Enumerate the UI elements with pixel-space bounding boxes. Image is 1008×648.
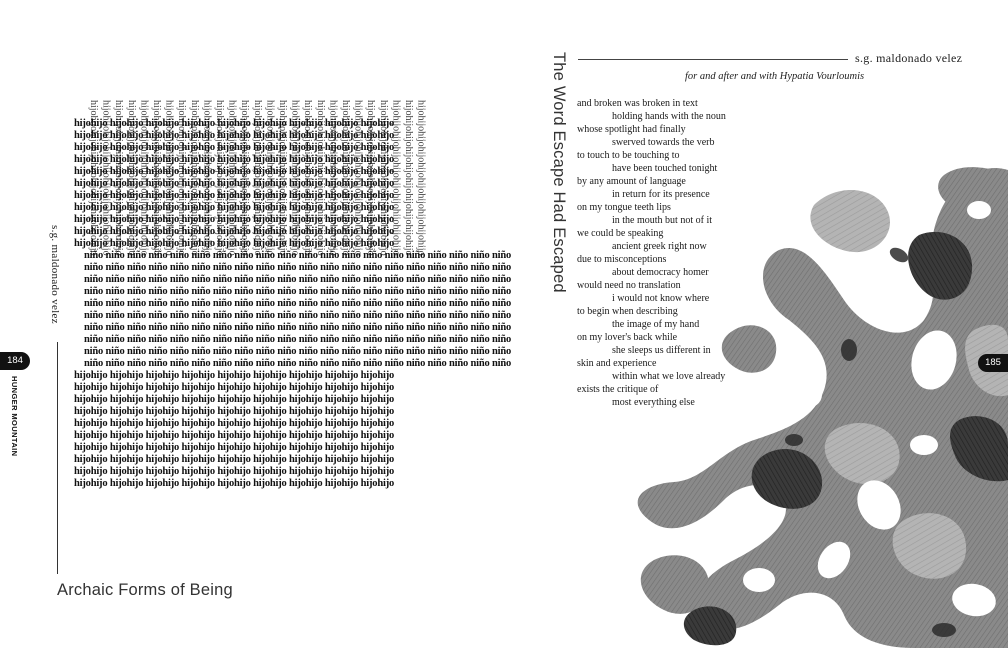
poem-line: and broken was broken in text [577,98,698,109]
concrete-column: hijohijohijohijohijohijohijohijohijohijo [352,100,364,256]
concrete-poem [74,100,512,489]
concrete-column: hijohijohijohijohijohijohijohijohijohijo [251,100,263,256]
poem-line: most everything else [612,397,695,408]
poem-line: due to misconceptions [577,254,667,265]
concrete-row-hijo: hijohijo hijohijo hijohijo hijohijo hijohijo hijohijo hijohijo hijohijo hijohijo [74,154,395,165]
concrete-column: hijohijohijohijohijohijohijohijohijohijo [125,100,137,256]
concrete-column: hijohijohijohijohijohijohijohijohijohijo [113,100,125,256]
concrete-row-nino: niño niño niño niño niño niño niño niño niño niño niño niño niño niño niño niño niño niño niño niño [84,346,512,357]
left-page-number: 184 [0,352,30,370]
concrete-row-nino: niño niño niño niño niño niño niño niño niño niño niño niño niño niño niño niño niño niño niño niño [84,358,512,369]
poem-line: on my tongue teeth lips [577,202,671,213]
concrete-column: hijohijohijohijohijohijohijohijohijohijo [340,100,351,256]
left-poem-title: Archaic Forms of Being [57,581,233,599]
concrete-row-nino: niño niño niño niño niño niño niño niño niño niño niño niño niño niño niño niño niño niño niño niño [84,298,512,309]
concrete-row-hijo: hijohijo hijohijo hijohijo hijohijo hijohijo hijohijo hijohijo hijohijo hijohijo [74,442,395,453]
concrete-row-nino: niño niño niño niño niño niño niño niño niño niño niño niño niño niño niño niño niño niño niño niño [84,262,512,273]
concrete-row-hijo: hijohijo hijohijo hijohijo hijohijo hijohijo hijohijo hijohijo hijohijo hijohijo [74,454,395,465]
concrete-row-hijo: hijohijo hijohijo hijohijo hijohijo hijohijo hijohijo hijohijo hijohijo hijohijo [74,142,395,153]
concrete-row-nino: niño niño niño niño niño niño niño niño niño niño niño niño niño niño niño niño niño niño niño niño [84,286,512,297]
concrete-poem-rows [74,100,512,489]
poem-line: by any amount of language [577,176,686,187]
right-author-name: s.g. maldonado velez [855,51,963,65]
concrete-row-hijo: hijohijo hijohijo hijohijo hijohijo hijohijo hijohijo hijohijo hijohijo hijohijo [74,382,395,393]
poem-line: within what we love already [612,371,726,382]
poem-body [577,97,817,409]
poem-line: i would not know where [612,293,710,304]
poem-line: to begin when describing [577,306,678,317]
concrete-column: hijohijohijohijohijohijohijohijohijohijo [239,100,251,256]
concrete-row-nino: niño niño niño niño niño niño niño niño niño niño niño niño niño niño niño niño niño niño niño niño [84,322,512,333]
concrete-row-hijo: hijohijo hijohijo hijohijo hijohijo hijohijo hijohijo hijohijo hijohijo hijohijo [74,190,395,201]
concrete-row-hijo: hijohijo hijohijo hijohijo hijohijo hijohijo hijohijo hijohijo hijohijo hijohijo [74,130,395,141]
poem-line: exists the critique of [577,384,659,395]
concrete-column: hijohijohijohijohijohijohijohijohijohijo [201,100,213,256]
concrete-row-hijo: hijohijo hijohijo hijohijo hijohijo hijohijo hijohijo hijohijo hijohijo hijohijo [74,166,395,177]
header-rule [578,59,848,60]
concrete-row-hijo: hijohijo hijohijo hijohijo hijohijo hijohijo hijohijo hijohijo hijohijo hijohijo [74,214,395,225]
right-page [504,0,1008,648]
concrete-column: hijohijohijohijohijohijohijohijohijohijo [289,100,301,256]
poem-line: about democracy homer [612,267,709,278]
concrete-column: hijohijohijohijohijohijohijohijohijohijo [365,100,377,256]
poem-line: we could be speaking [577,228,664,239]
poem-line: would need no translation [577,280,681,291]
concrete-column: hijohijohijohijohijohijohijohijohijohijo [188,100,200,256]
poem-line: holding hands with the noun [612,111,726,122]
concrete-column: hijohijohijohijohijohijohijohijohijohijo [302,100,314,256]
concrete-row-hijo: hijohijo hijohijo hijohijo hijohijo hijohijo hijohijo hijohijo hijohijo hijohijo [74,370,395,381]
concrete-column: hijohijohijohijohijohijohijohijohijohijo [264,100,276,256]
concrete-row-hijo: hijohijo hijohijo hijohijo hijohijo hijohijo hijohijo hijohijo hijohijo hijohijo [74,406,395,417]
concrete-column: hijohijohijohijohijohijohijohijohijohijo [176,100,188,256]
poem-line: have been touched tonight [612,163,718,174]
concrete-column: hijohijohijohijohijohijohijohijohijohijo [277,100,288,256]
concrete-row-hijo: hijohijo hijohijo hijohijo hijohijo hijohijo hijohijo hijohijo hijohijo hijohijo [74,466,395,477]
concrete-row-hijo: hijohijo hijohijo hijohijo hijohijo hijohijo hijohijo hijohijo hijohijo hijohijo [74,226,395,237]
concrete-column: hijohijohijohijohijohijohijohijohijohijo [214,100,225,256]
poem-line: whose spotlight had finally [577,124,686,135]
left-author-name: s.g. maldonado velez [49,225,61,324]
poem-line: swerved towards the verb [612,137,715,148]
poem-line: ancient greek right now [612,241,707,252]
concrete-row-hijo: hijohijo hijohijo hijohijo hijohijo hijohijo hijohijo hijohijo hijohijo hijohijo [74,202,395,213]
right-poem-title: The Word Escape Had Escaped [550,52,568,293]
poem-line: on my lover's back while [577,332,678,343]
concrete-column: hijohijohijohijohijohijohijohijohijohijo [163,100,175,256]
poem-line: to touch to be touching to [577,150,680,161]
concrete-column: hijohijohijohijohijohijohijohijohijohijo [151,100,162,256]
concrete-row-nino: niño niño niño niño niño niño niño niño niño niño niño niño niño niño niño niño niño niño niño niño [84,334,512,345]
concrete-row-hijo: hijohijo hijohijo hijohijo hijohijo hijohijo hijohijo hijohijo hijohijo hijohijo [74,418,395,429]
concrete-column: hijohijohijohijohijohijohijohijohijohijo [403,100,414,256]
concrete-row-hijo: hijohijo hijohijo hijohijo hijohijo hijohijo hijohijo hijohijo hijohijo hijohijo [74,430,395,441]
left-vertical-rule [57,342,58,574]
concrete-row-hijo: hijohijo hijohijo hijohijo hijohijo hijohijo hijohijo hijohijo hijohijo hijohijo [74,478,395,489]
concrete-column: hijohijohijohijohijohijohijohijohijohijo [390,100,402,256]
dedication-line: for and after and with Hypatia Vourloumis [685,71,865,82]
poem-line: she sleeps us different in [612,345,711,356]
concrete-row-nino: niño niño niño niño niño niño niño niño niño niño niño niño niño niño niño niño niño niño niño niño [84,274,512,285]
concrete-column: hijohijohijohijohijohijohijohijohijohijo [100,100,112,256]
concrete-column: hijohijohijohijohijohijohijohijohijohijo [226,100,238,256]
concrete-row-hijo: hijohijo hijohijo hijohijo hijohijo hijohijo hijohijo hijohijo hijohijo hijohijo [74,178,395,189]
concrete-column: hijohijohijohijohijohijohijohijohijohijo [314,100,326,256]
right-page-number: 185 [978,354,1008,372]
magazine-name: HUNGER MOUNTAIN [10,376,19,457]
poem-line: in return for its presence [612,189,710,200]
concrete-row-nino: niño niño niño niño niño niño niño niño niño niño niño niño niño niño niño niño niño niño niño niño [84,250,512,261]
poem-line: the image of my hand [612,319,700,330]
concrete-column: hijohijohijohijohijohijohijohijohijohijo [138,100,150,256]
concrete-row-nino: niño niño niño niño niño niño niño niño niño niño niño niño niño niño niño niño niño niño niño niño [84,310,512,321]
concrete-row-hijo: hijohijo hijohijo hijohijo hijohijo hijohijo hijohijo hijohijo hijohijo hijohijo [74,394,395,405]
poem-line: skin and experience [577,358,657,369]
concrete-row-hijo: hijohijo hijohijo hijohijo hijohijo hijohijo hijohijo hijohijo hijohijo hijohijo [74,118,395,129]
concrete-row-hijo: hijohijo hijohijo hijohijo hijohijo hijohijo hijohijo hijohijo hijohijo hijohijo [74,238,395,249]
concrete-column: hijohijohijohijohijohijohijohijohijohijo [327,100,339,256]
concrete-column: hijohijohijohijohijohijohijohijohijohijo [377,100,389,256]
concrete-column: hijohijohijohijohijohijohijohijohijohijo [415,100,427,256]
poem-line: in the mouth but not of it [612,215,712,226]
concrete-column: hijohijohijohijohijohijohijohijohijohijo [88,100,99,256]
